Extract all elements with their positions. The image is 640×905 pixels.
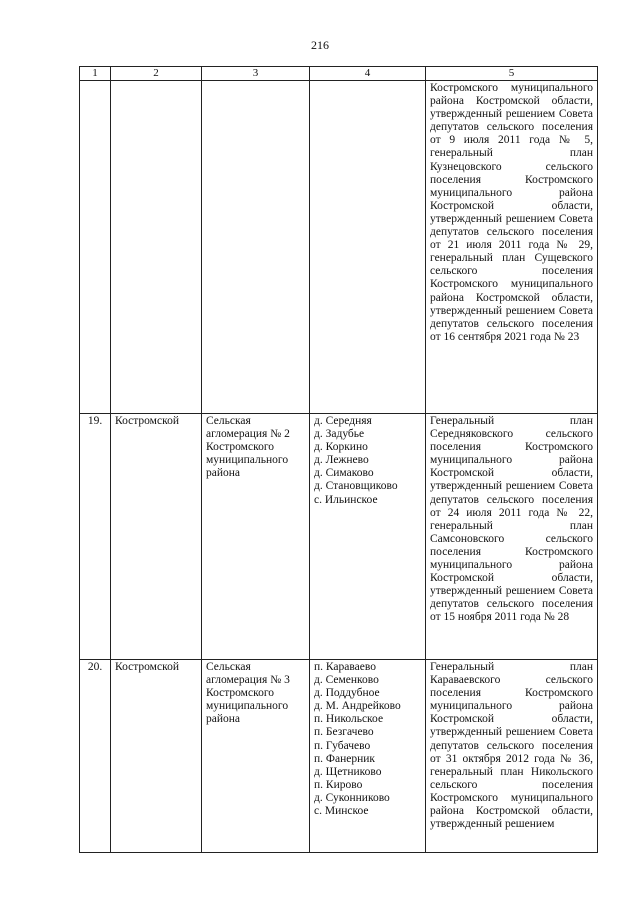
settlement-item: с. Минское — [314, 805, 369, 818]
settlement-item: п. Фанерник — [314, 752, 375, 765]
district-cell: Костромской — [111, 660, 202, 853]
agglomeration-cell: Сельская агломерация № 3 Костромского муниципального района — [202, 660, 310, 853]
settlement-item: п. Губачево — [314, 739, 371, 752]
settlement-item: д. Коркино — [314, 441, 368, 454]
header-cell-3: 3 — [202, 67, 310, 81]
header-cell-5: 5 — [426, 67, 598, 81]
documents-cell: Генеральный план Середняковского сельского поселения Костромского муниципального района Костромской области, утвержденный решением Совета депутатов сельского поселения от 24 июля 2011 года № 22, генеральный план Самсоновского сельского поселения Костромского муниципального района Костромской области, утвержденный решением Совета депутатов сельского поселения от 15 ноября 2011 года № 28 — [426, 414, 598, 660]
settlement-item: д. Семенково — [314, 674, 379, 687]
settlements-table — [79, 66, 598, 853]
settlement-item: п. Кирово — [314, 778, 363, 791]
agglomeration-cell: Сельская агломерация № 2 Костромского муниципального района — [202, 414, 310, 660]
row-number — [80, 81, 111, 414]
page-number: 216 — [311, 38, 329, 52]
agglomeration-cell — [202, 81, 310, 414]
settlement-item: д. М. Андрейково — [314, 700, 401, 713]
settlement-item: п. Безгачево — [314, 726, 374, 739]
header-cell-1: 1 — [80, 67, 111, 81]
header-cell-2: 2 — [111, 67, 202, 81]
table-row — [80, 414, 598, 660]
table-row-continuation — [80, 81, 598, 414]
settlements-cell — [310, 660, 426, 853]
settlement-item: с. Ильинское — [314, 493, 378, 506]
settlement-item: д. Поддубное — [314, 687, 380, 700]
settlements-cell — [310, 414, 426, 660]
documents-cell: Генеральный план Караваевского сельского поселения Костромского муниципального района Костромской области, утвержденный решением Совета депутатов сельского поселения от 31 октября 2012 года № 36, генеральный план Никольского сельского поселения Костромского муниципального района Костромской области, утвержденный решением — [426, 660, 598, 853]
documents-cell: Костромского муниципального района Костромской области, утвержденный решением Совета депутатов сельского поселения от 9 июля 2011 года № 5, генеральный план Кузнецовского сельского поселения Костромского муниципального района Костромской области, утвержденный решением Совета депутатов сельского поселения от 21 июля 2011 года № 29, генеральный план Сущевского сельского поселения Костромского муниципального района Костромской области, утвержденный решением Совета депутатов сельского поселения от 16 сентября 2021 года № 23 — [426, 81, 598, 414]
settlement-item: д. Задубье — [314, 428, 365, 441]
settlements-cell — [310, 81, 426, 414]
table-row — [80, 660, 598, 853]
settlement-item: д. Становщиково — [314, 480, 398, 493]
settlement-item: д. Щетниково — [314, 765, 382, 778]
header-row — [80, 67, 598, 81]
row-number: 19. — [80, 414, 111, 660]
settlement-item: д. Симаково — [314, 467, 374, 480]
settlement-item: д. Лежнево — [314, 454, 369, 467]
header-cell-4: 4 — [310, 67, 426, 81]
settlement-item: д. Суконниково — [314, 791, 390, 804]
district-cell: Костромской — [111, 414, 202, 660]
settlement-item: д. Середняя — [314, 415, 372, 427]
settlement-item: п. Никольское — [314, 713, 384, 726]
settlement-item: п. Караваево — [314, 661, 376, 673]
row-number: 20. — [80, 660, 111, 853]
district-cell — [111, 81, 202, 414]
